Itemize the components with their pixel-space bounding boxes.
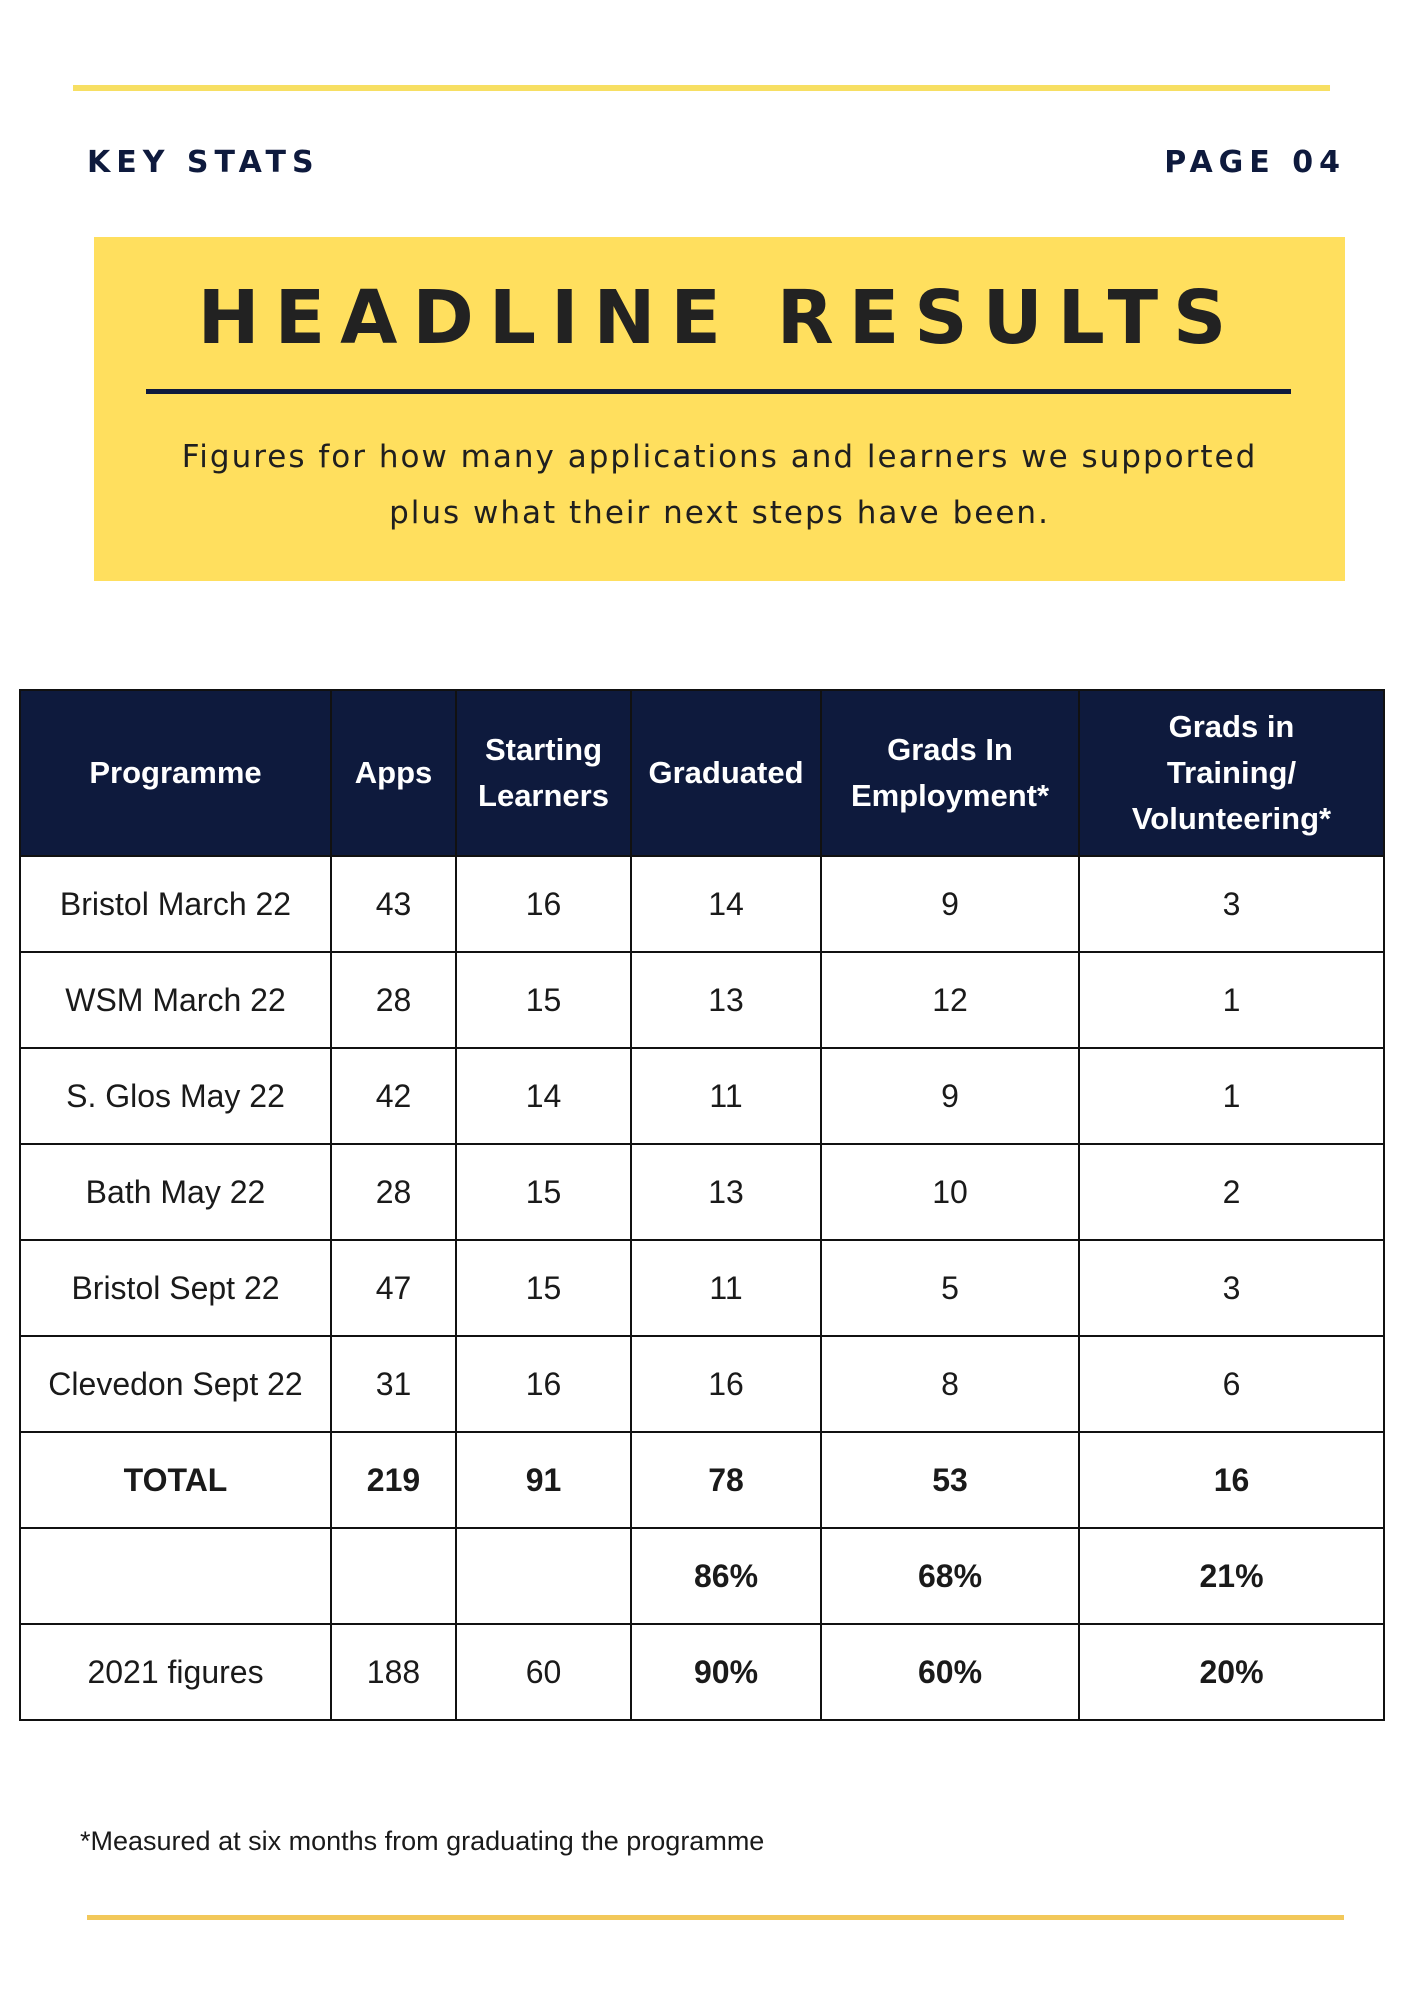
programme-cell [20, 1528, 331, 1624]
subtitle-line: plus what their next steps have been. [389, 495, 1050, 531]
programme-cell: Bristol Sept 22 [20, 1240, 331, 1336]
programme-cell: Clevedon Sept 22 [20, 1336, 331, 1432]
page-title: HEADLINE RESULTS [197, 275, 1242, 361]
grads-employment-cell: 9 [821, 856, 1079, 952]
column-header-starting-learners: Starting Learners [456, 690, 631, 856]
table-row [20, 856, 1384, 952]
graduated-cell: 86% [631, 1528, 821, 1624]
starting-learners-cell: 15 [456, 1240, 631, 1336]
apps-cell: 31 [331, 1336, 456, 1432]
starting-learners-cell: 15 [456, 1144, 631, 1240]
apps-cell: 219 [331, 1432, 456, 1528]
grads-employment-cell: 5 [821, 1240, 1079, 1336]
footnote: *Measured at six months from graduating the programme [80, 1826, 765, 1856]
apps-cell: 28 [331, 952, 456, 1048]
starting-learners-cell: 14 [456, 1048, 631, 1144]
grads-training-cell: 3 [1079, 856, 1384, 952]
starting-learners-cell: 16 [456, 1336, 631, 1432]
apps-cell: 28 [331, 1144, 456, 1240]
column-header-grads-in-employment: Grads In Employment* [821, 690, 1079, 856]
graduated-cell: 16 [631, 1336, 821, 1432]
apps-cell [331, 1528, 456, 1624]
column-header-grads-in-training-volunteering: Grads in Training/ Volunteering* [1079, 690, 1384, 856]
starting-learners-cell: 91 [456, 1432, 631, 1528]
total-row [20, 1432, 1384, 1528]
column-header-apps: Apps [331, 690, 456, 856]
programme-cell: WSM March 22 [20, 952, 331, 1048]
comparison-row [20, 1624, 1384, 1720]
table-header-row [20, 690, 1384, 856]
table-row [20, 1240, 1384, 1336]
graduated-cell: 11 [631, 1240, 821, 1336]
apps-cell: 43 [331, 856, 456, 952]
graduated-cell: 11 [631, 1048, 821, 1144]
apps-cell: 47 [331, 1240, 456, 1336]
grads-employment-cell: 10 [821, 1144, 1079, 1240]
graduated-cell: 13 [631, 952, 821, 1048]
starting-learners-cell [456, 1528, 631, 1624]
grads-employment-cell: 12 [821, 952, 1079, 1048]
graduated-cell: 90% [631, 1624, 821, 1720]
starting-learners-cell: 15 [456, 952, 631, 1048]
headline-banner [94, 237, 1345, 581]
grads-training-cell: 1 [1079, 1048, 1384, 1144]
grads-employment-cell: 60% [821, 1624, 1079, 1720]
grads-employment-cell: 9 [821, 1048, 1079, 1144]
top-divider [73, 85, 1330, 91]
programme-cell: 2021 figures [20, 1624, 331, 1720]
page-number: PAGE 04 [1164, 145, 1346, 180]
percentage-row [20, 1528, 1384, 1624]
table-row [20, 1144, 1384, 1240]
section-label: KEY STATS [87, 145, 320, 180]
table-row [20, 952, 1384, 1048]
subtitle-line: Figures for how many applications and learners we supported [181, 439, 1258, 475]
grads-training-cell: 20% [1079, 1624, 1384, 1720]
programme-cell: Bristol March 22 [20, 856, 331, 952]
grads-training-cell: 16 [1079, 1432, 1384, 1528]
programme-cell: S. Glos May 22 [20, 1048, 331, 1144]
programme-cell: Bath May 22 [20, 1144, 331, 1240]
column-header-programme: Programme [20, 690, 331, 856]
graduated-cell: 13 [631, 1144, 821, 1240]
apps-cell: 42 [331, 1048, 456, 1144]
grads-employment-cell: 68% [821, 1528, 1079, 1624]
table-row [20, 1048, 1384, 1144]
graduated-cell: 14 [631, 856, 821, 952]
grads-training-cell: 2 [1079, 1144, 1384, 1240]
grads-training-cell: 6 [1079, 1336, 1384, 1432]
grads-training-cell: 3 [1079, 1240, 1384, 1336]
graduated-cell: 78 [631, 1432, 821, 1528]
title-underline [146, 389, 1291, 394]
bottom-divider [87, 1915, 1344, 1920]
results-table [19, 689, 1385, 1721]
page-subtitle [134, 429, 1305, 541]
apps-cell: 188 [331, 1624, 456, 1720]
grads-employment-cell: 8 [821, 1336, 1079, 1432]
column-header-graduated: Graduated [631, 690, 821, 856]
grads-training-cell: 21% [1079, 1528, 1384, 1624]
table-row [20, 1336, 1384, 1432]
starting-learners-cell: 16 [456, 856, 631, 952]
grads-employment-cell: 53 [821, 1432, 1079, 1528]
grads-training-cell: 1 [1079, 952, 1384, 1048]
programme-cell: TOTAL [20, 1432, 331, 1528]
starting-learners-cell: 60 [456, 1624, 631, 1720]
